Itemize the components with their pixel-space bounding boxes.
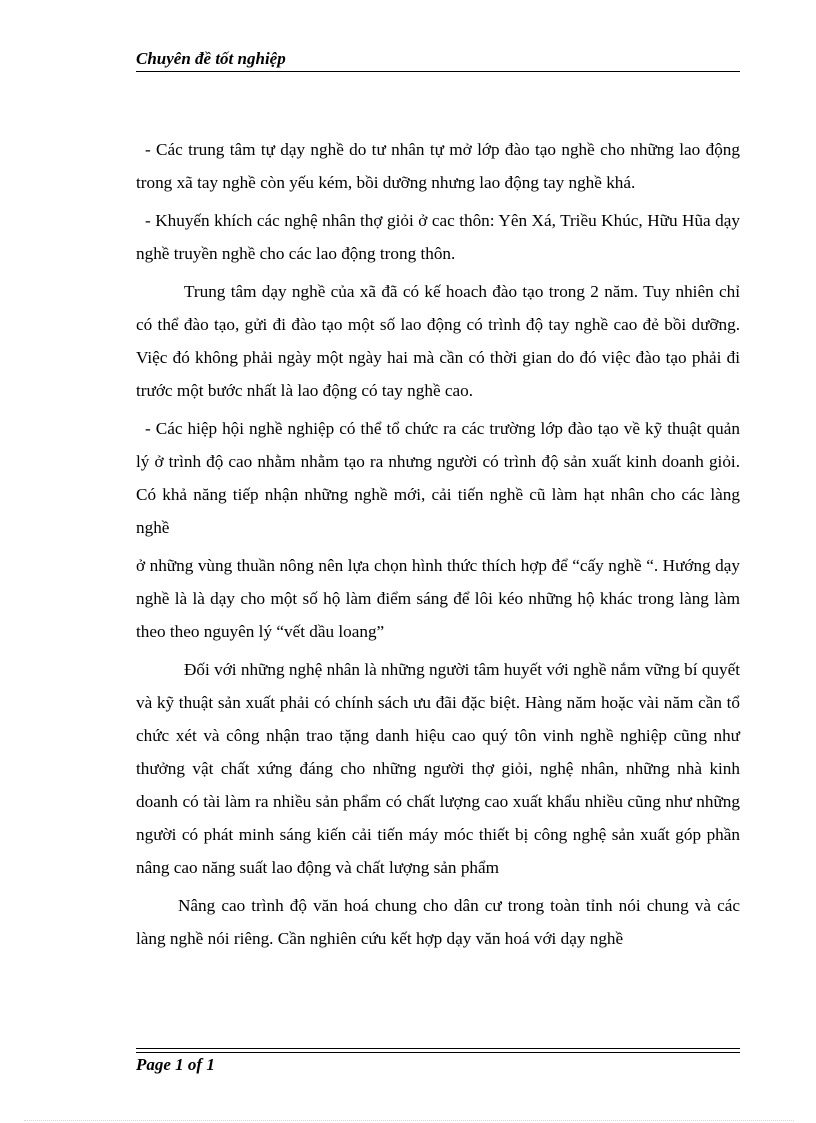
page-number-label: Page 1 of 1 [136, 1055, 215, 1074]
document-header-title: Chuyên đề tốt nghiệp [136, 49, 286, 68]
paragraph-commune-training-plan: Trung tâm dạy nghề của xã đã có kế hoach đào tạo trong 2 năm. Tuy nhiên chỉ có thể đào tạo, gửi đi đào tạo một số lao động có trình độ tay nghề cao đẻ bồi dưỡng. Việc đó không phải ngày một ngày hai mà cần có thời gian do đó việc đào tạo phải đi trước một bước nhất là lao động có tay nghề cao. [136, 282, 740, 400]
footer-divider-bottom [136, 1052, 740, 1053]
footer-divider-top [136, 1048, 740, 1049]
header-divider [136, 71, 740, 72]
paragraph-education-level: Nâng cao trình độ văn hoá chung cho dân cư trong toàn tỉnh nói chung và các làng nghề nói riêng. Cần nghiên cứu kết hợp dạy văn hoá với dạy nghề [136, 896, 740, 948]
page-bottom-dotted-edge [24, 1120, 794, 1121]
paragraph-artisans-encouragement: - Khuyến khích các nghệ nhân thợ giỏi ở cac thôn: Yên Xá, Triều Khúc, Hữu Hũa dạy nghề truyền nghề cho các lao động trong thôn. [136, 211, 740, 263]
paragraph-artisan-incentives: Đối với những nghệ nhân là những người tâm huyết với nghề nắm vững bí quyết và kỹ thuật sản xuất phải có chính sách ưu đãi đặc biệt. Hàng năm hoặc vài năm cần tổ chức xét và công nhận trao tặng danh hiệu cao quý tôn vinh nghề nghiệp cũng như thưởng vật chất xứng đáng cho những người thợ giỏi, nghệ nhân, những nhà kinh doanh có tài làm ra nhiều sản phẩm có chất lượng cao xuất khẩu nhiều cũng như những người có phát minh sáng kiến cải tiến máy móc thiết bị công nghệ sản xuất góp phần nâng cao năng suất lao động và chất lượng sản phẩm [136, 660, 740, 877]
paragraph-training-centers: - Các trung tâm tự dạy nghề do tư nhân tự mở lớp đào tạo nghề cho những lao động trong xã tay nghề còn yếu kém, bồi dưỡng nhưng lao động tay nghề khá. [136, 140, 740, 192]
paragraph-professional-associations: - Các hiệp hội nghề nghiệp có thể tổ chức ra các trường lớp đào tạo về kỹ thuật quản lý ở trình độ cao nhằm nhằm tạo ra nhưng người có trình độ sản xuất kinh doanh giỏi. Có khả năng tiếp nhận những nghề mới, cải tiến nghề cũ làm hạt nhân cho các làng nghề [136, 419, 740, 537]
paragraph-agricultural-areas: ở những vùng thuần nông nên lựa chọn hình thức thích hợp để “cấy nghề “. Hướng dạy nghề là là dạy cho một số hộ làm điểm sáng để lôi kéo những hộ khác trong làng làm theo theo nguyên lý “vết dầu loang” [136, 556, 740, 641]
document-body [136, 133, 740, 955]
